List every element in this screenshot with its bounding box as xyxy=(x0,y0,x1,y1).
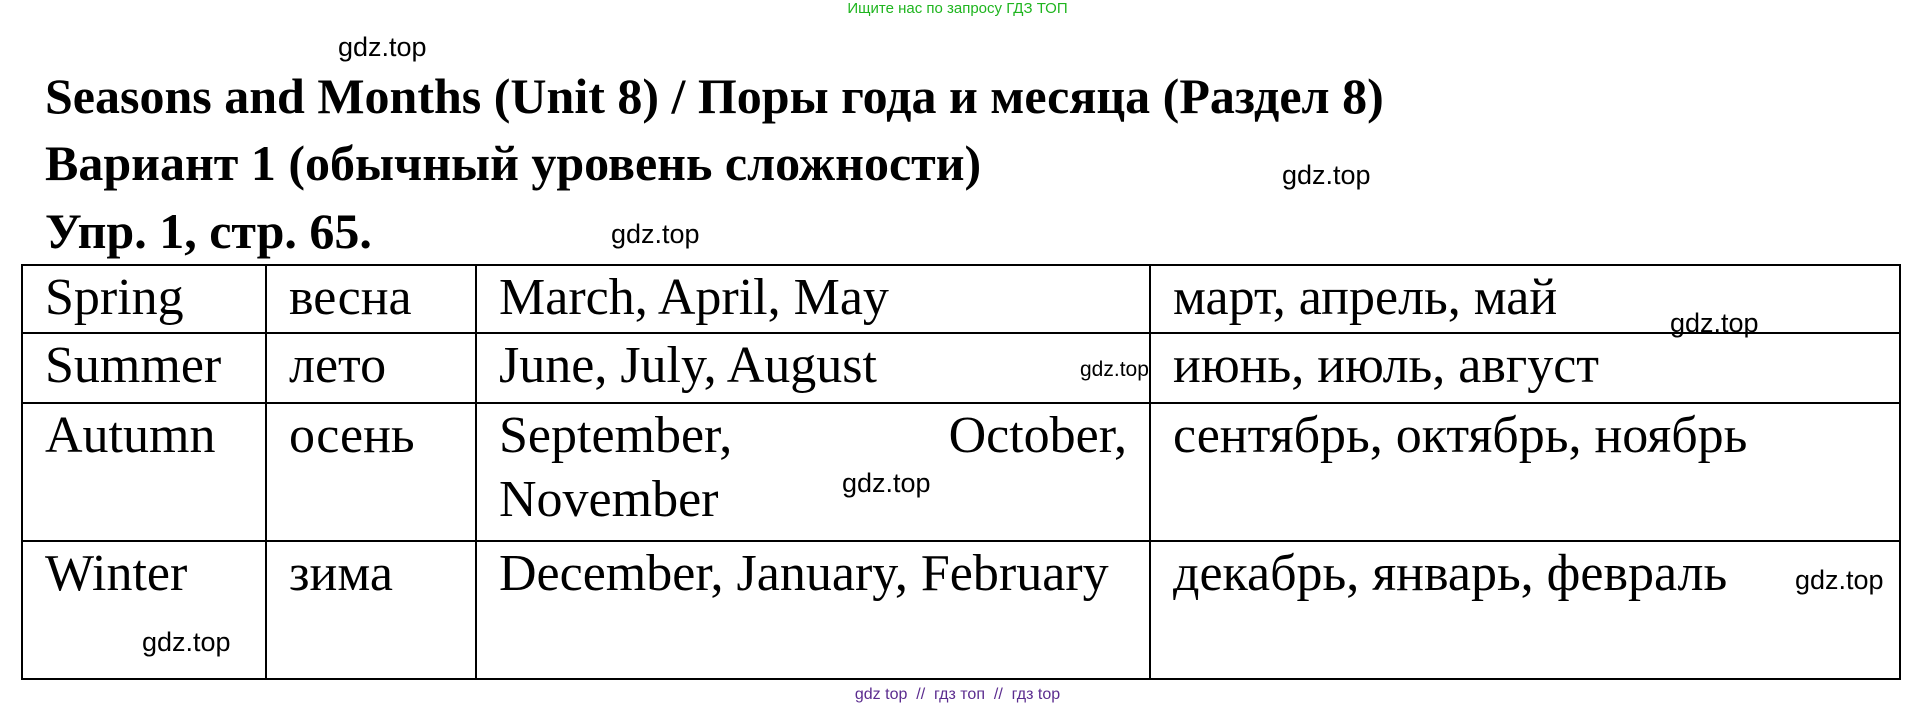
table-row xyxy=(22,541,1900,679)
watermark-text: gdz.top xyxy=(842,468,931,498)
watermark-text: gdz.top xyxy=(338,32,427,62)
watermark-text: gdz.top xyxy=(142,627,231,657)
table-row xyxy=(22,265,1900,333)
season-ru-cell: зима xyxy=(266,541,476,679)
months-ru-cell: март, апрель, май xyxy=(1150,265,1900,333)
variant-heading: Вариант 1 (обычный уровень сложности) xyxy=(45,135,982,191)
months-ru-cell: сентябрь, октябрь, ноябрь xyxy=(1150,403,1900,541)
seasons-months-table xyxy=(21,264,1901,680)
months-ru-cell: июнь, июль, август xyxy=(1150,333,1900,403)
watermark-text: gdz.top xyxy=(1670,308,1759,338)
season-en-cell: Summer xyxy=(22,333,266,403)
page-title: Seasons and Months (Unit 8) / Поры года и месяца (Раздел 8) xyxy=(45,68,1384,124)
months-en-cell: December, January, February xyxy=(476,541,1150,679)
months-en-cell: June, July, August xyxy=(476,333,1150,403)
season-ru-cell: весна xyxy=(266,265,476,333)
search-hint-banner: Ищите нас по запросу ГДЗ ТОП xyxy=(847,0,1068,17)
exercise-heading: Упр. 1, стр. 65. xyxy=(45,203,372,259)
watermark-text: gdz.top xyxy=(1795,565,1884,595)
season-ru-cell: осень xyxy=(266,403,476,541)
table-row xyxy=(22,403,1900,541)
season-en-cell: Spring xyxy=(22,265,266,333)
season-en-cell: Winter xyxy=(22,541,266,679)
months-ru-cell: декабрь, январь, февраль xyxy=(1150,541,1900,679)
watermark-text: gdz.top xyxy=(611,219,700,249)
season-en-cell: Autumn xyxy=(22,403,266,541)
months-en-cell: September, October, November xyxy=(476,403,1150,541)
season-ru-cell: лето xyxy=(266,333,476,403)
footer-watermark: gdz top // гдз топ // гдз top xyxy=(854,686,1061,703)
watermark-text: gdz.top xyxy=(1080,358,1149,381)
table-row xyxy=(22,333,1900,403)
months-en-cell: March, April, May xyxy=(476,265,1150,333)
watermark-text: gdz.top xyxy=(1282,160,1371,190)
